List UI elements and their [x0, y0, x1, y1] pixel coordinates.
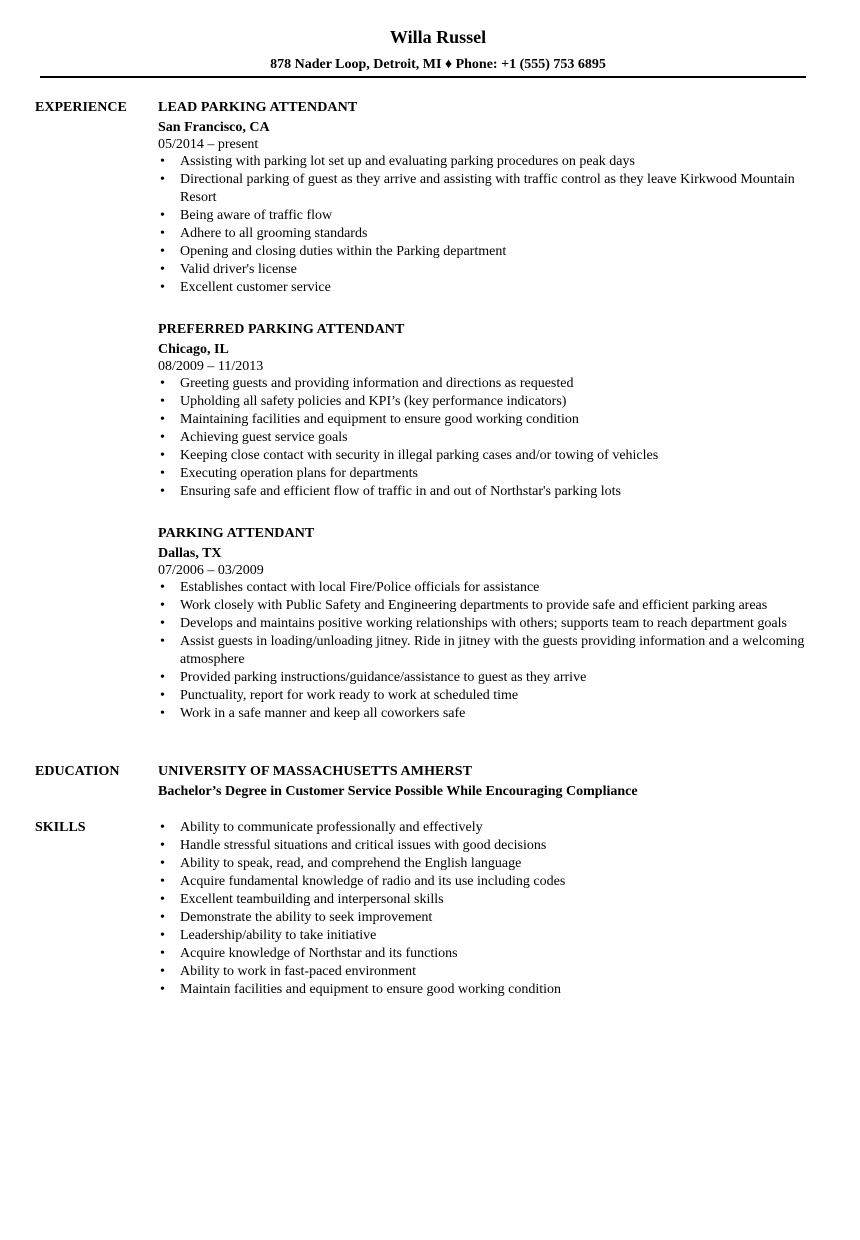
school-name: UNIVERSITY OF MASSACHUSETTS AMHERST — [158, 764, 473, 779]
list-item: • Executing operation plans for departments — [158, 465, 818, 483]
list-item: • Handle stressful situations and critical issues with good decisions — [158, 837, 818, 855]
contact-line: 878 Nader Loop, Detroit, MI ♦ Phone: +1 (555) 753 6895 — [270, 57, 606, 72]
job-dates: 07/2006 – 03/2009 — [158, 563, 264, 578]
job-bullets — [158, 153, 818, 297]
list-item: • Demonstrate the ability to seek improvement — [158, 909, 818, 927]
list-item: • Being aware of traffic flow — [158, 207, 818, 225]
list-item: • Adhere to all grooming standards — [158, 225, 818, 243]
list-item: • Ability to communicate professionally and effectively — [158, 819, 818, 837]
job-title: LEAD PARKING ATTENDANT — [158, 100, 358, 115]
education-body — [158, 763, 818, 801]
list-item: • Leadership/ability to take initiative — [158, 927, 818, 945]
list-item: • Work closely with Public Safety and Engineering departments to provide safe and efficient parking areas — [158, 597, 818, 615]
list-item: • Assist guests in loading/unloading jitney. Ride in jitney with the guests providing information and a welcoming atmosphere — [158, 633, 818, 669]
list-item: • Acquire fundamental knowledge of radio and its use including codes — [158, 873, 818, 891]
list-item: • Ability to speak, read, and comprehend the English language — [158, 855, 818, 873]
list-item: • Punctuality, report for work ready to work at scheduled time — [158, 687, 818, 705]
list-item: • Achieving guest service goals — [158, 429, 818, 447]
list-item: • Acquire knowledge of Northstar and its functions — [158, 945, 818, 963]
list-item: • Directional parking of guest as they arrive and assisting with traffic control as they leave Kirkwood Mountain Resort — [158, 171, 818, 207]
job-entry — [158, 525, 818, 723]
job-location: Dallas, TX — [158, 546, 222, 561]
job-location: San Francisco, CA — [158, 120, 270, 135]
job-entry — [158, 99, 818, 297]
job-entry — [158, 321, 818, 501]
job-bullets — [158, 579, 818, 723]
header-divider — [40, 76, 806, 78]
list-item: • Establishes contact with local Fire/Police officials for assistance — [158, 579, 818, 597]
skills-body — [158, 819, 818, 999]
list-item: • Assisting with parking lot set up and evaluating parking procedures on peak days — [158, 153, 818, 171]
skills-list — [158, 819, 818, 999]
list-item: • Maintain facilities and equipment to ensure good working condition — [158, 981, 818, 999]
list-item: • Excellent customer service — [158, 279, 818, 297]
list-item: • Develops and maintains positive working relationships with others; supports team to reach department goals — [158, 615, 818, 633]
experience-label: EXPERIENCE — [35, 100, 127, 115]
list-item: • Keeping close contact with security in illegal parking cases and/or towing of vehicles — [158, 447, 818, 465]
list-item: • Upholding all safety policies and KPI’s (key performance indicators) — [158, 393, 818, 411]
job-bullets — [158, 375, 818, 501]
skills-label: SKILLS — [35, 820, 86, 835]
job-dates: 08/2009 – 11/2013 — [158, 359, 264, 374]
job-title: PARKING ATTENDANT — [158, 526, 315, 541]
list-item: • Greeting guests and providing information and directions as requested — [158, 375, 818, 393]
job-dates: 05/2014 – present — [158, 137, 259, 152]
experience-body — [158, 99, 818, 747]
list-item: • Ensuring safe and efficient flow of traffic in and out of Northstar's parking lots — [158, 483, 818, 501]
resume-header — [0, 26, 860, 74]
list-item: • Valid driver's license — [158, 261, 818, 279]
list-item: • Opening and closing duties within the Parking department — [158, 243, 818, 261]
list-item: • Provided parking instructions/guidance/assistance to guest as they arrive — [158, 669, 818, 687]
list-item: • Maintaining facilities and equipment to ensure good working condition — [158, 411, 818, 429]
list-item: • Ability to work in fast-paced environment — [158, 963, 818, 981]
list-item: • Work in a safe manner and keep all coworkers safe — [158, 705, 818, 723]
candidate-name: Willa Russel — [389, 27, 487, 47]
job-location: Chicago, IL — [158, 342, 229, 357]
education-label: EDUCATION — [35, 764, 120, 779]
degree-name: Bachelor’s Degree in Customer Service Possible While Encouraging Compliance — [158, 784, 638, 799]
job-title: PREFERRED PARKING ATTENDANT — [158, 322, 405, 337]
list-item: • Excellent teambuilding and interpersonal skills — [158, 891, 818, 909]
